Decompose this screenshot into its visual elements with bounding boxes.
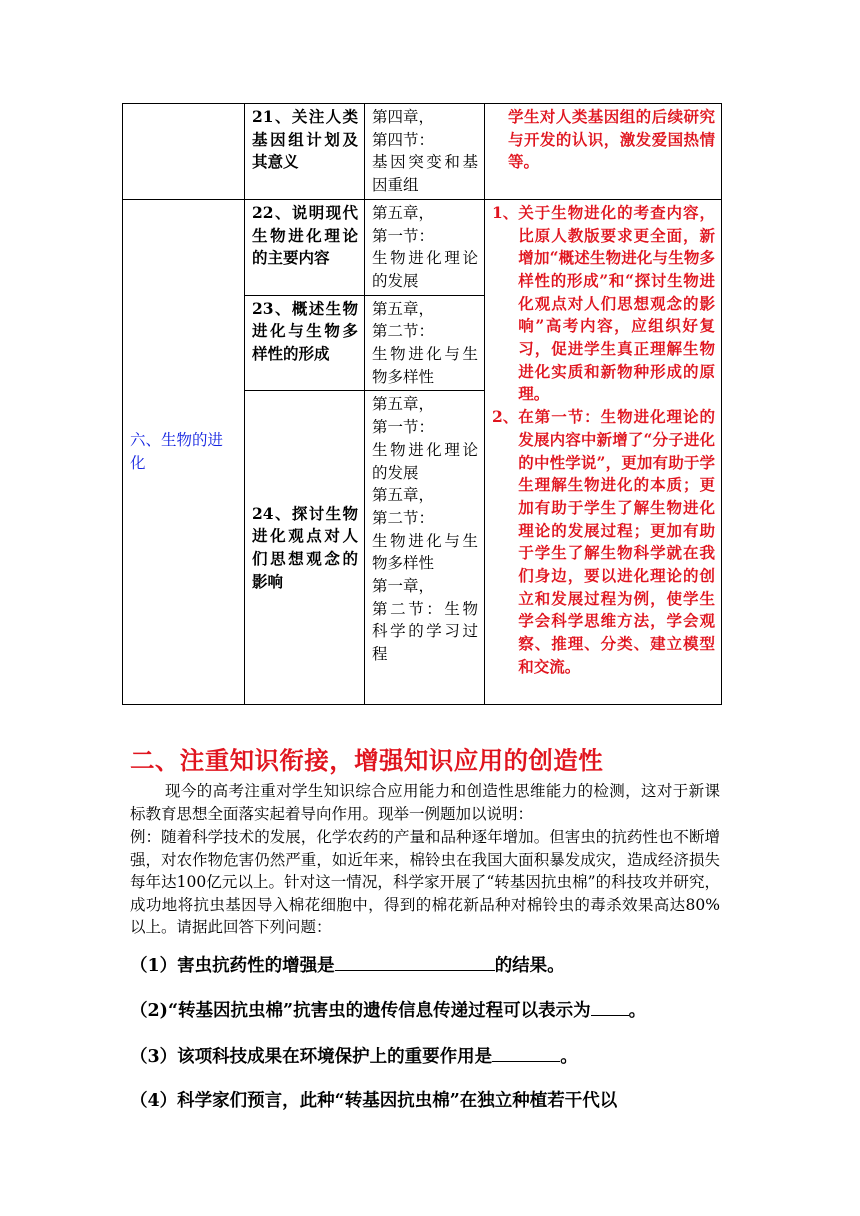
answer-blank[interactable]	[492, 1043, 560, 1062]
chapter-line: 第一节：	[372, 418, 435, 437]
note-text: 关于生物进化的考查内容，比原人教版要求更全面，新增加“概述生物进化与生物多样性的形成”和“探讨生物进化观点对人们思想观念的影响”高考内容，应组织好复习，促进学生真正理解生物进化实质和新物种形成的原理。	[518, 202, 715, 404]
note-number: 2、	[492, 407, 519, 427]
topic-cell: 24、探讨生物进化观点对人们思想观念的影响	[245, 391, 365, 705]
intro-paragraph: 现今的高考注重对学生知识综合应用能力和创造性思维能力的检测，这对于新课标教育思想全面落实起着导向作用。现举一例题加以说明：	[130, 782, 720, 823]
chapter-cell	[365, 391, 485, 705]
chapter-cell	[365, 104, 485, 200]
chapter-line: 第一章，	[372, 577, 435, 596]
chapter-cell	[365, 295, 485, 391]
question-text: 。	[628, 1001, 647, 1021]
note-text: 在第一节：生物进化理论的发展内容中新增了“分子进化的中性学说”，更加有助于学生理解生物进化的本质；更加有助于学生了解生物进化理论的发展过程；更加有助于学生了解生物科学就在我们身边，要以进化理论的创立和发展过程为例，使学生学会科学思维方法，学会观察、推理、分类、建立模型和交流。	[518, 407, 715, 676]
chapter-line: 生物进化理论的发展	[372, 440, 478, 482]
chapter-line: 第一节：	[372, 226, 435, 245]
section-cell-empty	[123, 104, 245, 200]
example-paragraph: 例：随着科学技术的发展，化学农药的产量和品种逐年增加。但害虫的抗药性也不断增强，对农作物危害仍然严重，如近年来，棉铃虫在我国大面积暴发成灾，造成经济损失每年达100亿元以上。针对这一情况，科学家开展了“转基因抗虫棉”的科技攻并研究，成功地将抗虫基因导入棉花细胞中，得到的棉花新品种对棉铃虫的毒杀效果高达80%以上。请据此回答下列问题：	[130, 828, 720, 936]
chapter-line: 第五章，	[372, 486, 435, 505]
chapter-line: 第五章，	[372, 299, 435, 318]
note-number: 1、	[492, 202, 519, 222]
note-cell	[485, 199, 722, 705]
note-continuation: 学生对人类基因组的后续研究与开发的认识，激发爱国热情等。	[508, 107, 715, 172]
question-text: （1）害虫抗药性的增强是	[130, 956, 335, 976]
section-label: 六、生物的进化	[123, 199, 245, 705]
syllabus-table	[122, 103, 722, 705]
question-text: （2)“转基因抗虫棉”抗害虫的遗传信息传递过程可以表示为	[130, 1001, 591, 1021]
answer-blank[interactable]	[591, 997, 629, 1016]
chapter-line: 第五章，	[372, 395, 435, 414]
chapter-line: 基因突变和基因重组	[372, 153, 478, 195]
chapter-line: 第四节：	[372, 130, 435, 149]
chapter-line: 第二节：	[372, 322, 435, 341]
question-4: （4）科学家们预言，此种“转基因抗虫棉”在独立种植若干代以	[130, 1091, 618, 1111]
note-item	[492, 202, 715, 406]
question-text: （3）该项科技成果在环境保护上的重要作用是	[130, 1047, 493, 1067]
answer-blank[interactable]	[335, 952, 495, 971]
table-row	[123, 199, 722, 295]
question-text: 。	[560, 1047, 578, 1067]
chapter-line: 第二节：生物科学的学习过程	[372, 599, 478, 664]
note-cell	[485, 104, 722, 200]
chapter-cell	[365, 199, 485, 295]
table-row	[123, 104, 722, 200]
topic-cell: 21、关注人类基因组计划及其意义	[245, 104, 365, 200]
topic-cell: 22、说明现代生物进化理论的主要内容	[245, 199, 365, 295]
question-1	[130, 952, 730, 977]
topic-cell: 23、概述生物进化与生物多样性的形成	[245, 295, 365, 391]
question-2	[130, 997, 730, 1022]
chapter-line: 生物进化与生物多样性	[372, 345, 478, 386]
chapter-line: 第四章，	[372, 108, 435, 126]
question-3	[130, 1043, 730, 1068]
note-item	[492, 406, 715, 678]
chapter-line: 生物进化理论的发展	[372, 249, 478, 290]
chapter-line: 第二节：	[372, 508, 435, 527]
question-text: 的结果。	[494, 956, 565, 976]
section-heading: 二、注重知识衔接，增强知识应用的创造性	[130, 746, 604, 775]
chapter-line: 第五章，	[372, 203, 435, 222]
chapter-line: 生物进化与生物多样性	[372, 531, 478, 573]
